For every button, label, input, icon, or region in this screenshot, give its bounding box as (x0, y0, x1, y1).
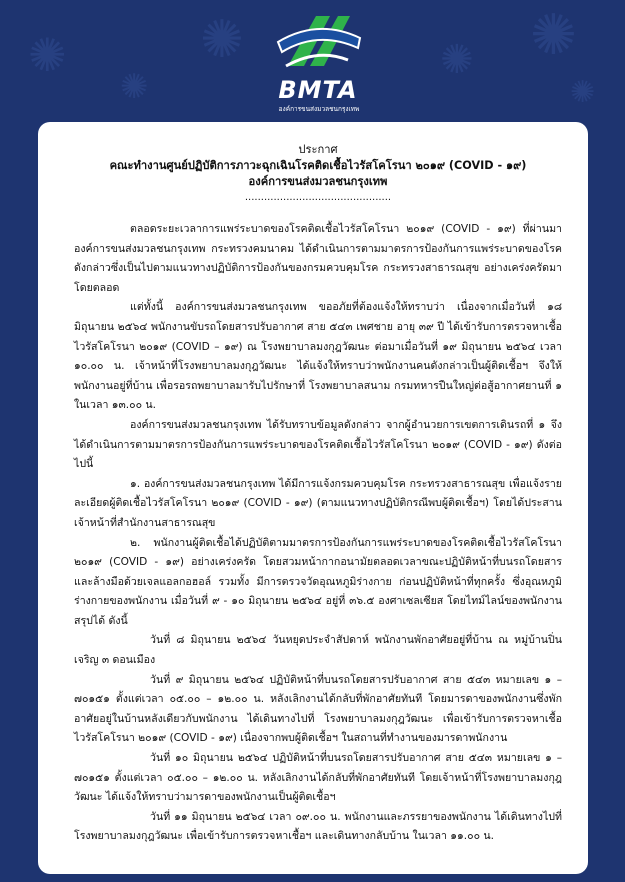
timeline-item: วันที่ ๑๐ มิถุนายน ๒๕๖๔ ปฏิบัติหน้าที่บนรถโดยสารปรับอากาศ สาย ๕๔๓ หมายเลข ๑ – ๗๐๑๕๑ ตั้งแต่เวลา ๐๕.๐๐ – ๑๒.๐๐ น. หลังเลิกงานได้กลับที่พักอาศัยทันที โดยเจ้าหน้าที่โรงพยาบาลมงกุฎวัฒนะ ได้แจ้งให้ทราบว่ามารดาของพนักงานเป็นผู้ติดเชื้อฯ (74, 752, 562, 804)
bmta-logo (268, 8, 368, 112)
title-separator: .............................................. (244, 192, 392, 203)
paragraph: ๒. พนักงานผู้ติดเชื้อได้ปฏิบัติตามมาตรการป้องกันการแพร่ระบาดของโรคติดเชื้อไวรัสโคโรนา ๒๐๑๙ (COVID - ๑๙) อย่างเคร่งครัด โดยสวมหน้ากากอนามัยตลอดเวลาขณะปฏิบัติหน้าที่บนรถโดยสารและล้างมือด้วยเจลแอลกอฮอล์ รวมทั้ง มีการตรวจวัดอุณหภูมิร่างกาย ก่อนปฏิบัติหน้าที่ทุกครั้ง ซึ่งอุณหภูมิร่างกายของพนักงาน เมื่อวันที่ ๙ - ๑๐ มิถุนายน ๒๕๖๔ อยู่ที่ ๓๖.๕ องศาเซลเซียส โดยไทม์ไลน์ของพนักงานสรุปได้ ดังนี้ (74, 536, 562, 627)
bmta-logo-icon (268, 8, 368, 78)
virus-decoration-icon: ✺ (120, 67, 149, 107)
announcement-organization: องค์การขนส่งมวลชนกรุงเทพ (248, 175, 388, 188)
virus-decoration-icon: ✺ (200, 10, 244, 70)
virus-decoration-icon: ✺ (28, 28, 67, 82)
logo-subtext: องค์การขนส่งมวลชนกรุงเทพ (278, 105, 360, 113)
paragraph: แต่ทั้งนี้ องค์การขนส่งมวลชนกรุงเทพ ขออภัยที่ต้องแจ้งให้ทราบว่า เนื่องจากเมื่อวันที่ ๑๘ มิถุนายน ๒๕๖๔ พนักงานขับรถโดยสารปรับอากาศ สาย ๕๔๓ เพศชาย อายุ ๓๙ ปี ได้เข้ารับการตรวจหาเชื้อไวรัสโคโรนา ๒๐๑๙ (COVID – ๑๙) ณ โรงพยาบาลมงกุฎวัฒนะ ต่อมาเมื่อวันที่ ๑๙ มิถุนายน ๒๕๖๔ เวลา ๑๐.๐๐ น. เจ้าหน้าที่โรงพยาบาลมงกุฎวัฒนะ ได้แจ้งให้ทราบว่าพนักงานคนดังกล่าวเป็นผู้ติดเชื้อฯ จึงให้พนักงานอยู่ที่บ้าน เพื่อรอรถพยาบาลมารับไปรักษาที่ โรงพยาบาลสนาม กรมทหารปืนใหญ่ต่อสู้อากาศยานที่ ๑ ในเวลา ๑๓.๐๐ น. (74, 301, 562, 412)
header (0, 0, 625, 118)
logo-text: BMTA (278, 76, 358, 104)
announcement-body (74, 220, 562, 847)
paragraph: องค์การขนส่งมวลชนกรุงเทพ ได้รับทราบข้อมูลดังกล่าว จากผู้อำนวยการเขตการเดินรถที่ ๑ จึงได้ดำเนินการตามมาตรการป้องกันการแพร่ระบาดของโรคติดเชื้อไวรัสโคโรนา ๒๐๑๙ (COVID - ๑๙) ดังต่อไปนี้ (74, 418, 562, 471)
virus-decoration-icon: ✺ (570, 75, 596, 110)
timeline-item: วันที่ ๘ มิถุนายน ๒๕๖๔ วันหยุดประจำสัปดาห์ พนักงานพักอาศัยอยู่ที่บ้าน ณ หมู่บ้านปิ่นเจริญ ๓ ดอนเมือง (74, 634, 562, 667)
paragraph: ตลอดระยะเวลาการแพร่ระบาดของโรคติดเชื้อไวรัสโคโรนา ๒๐๑๙ (COVID - ๑๙) ที่ผ่านมาองค์การขนส่งมวลชนกรุงเทพ กระทรวงคมนาคม ได้ดำเนินการตามมาตรการป้องกันการแพร่ระบาดของโรคดังกล่าวซึ่งเป็นไปตามแนวทางปฏิบัติการป้องกันของกรมควบคุมโรค กระทรวงสาธารณสุข อย่างเคร่งครัดมาโดยตลอด (74, 223, 562, 294)
announcement-title-block (74, 142, 562, 190)
virus-decoration-icon: ✺ (440, 37, 474, 83)
timeline-item: วันที่ ๑๑ มิถุนายน ๒๕๖๔ เวลา ๐๙.๐๐ น. พนักงานและภรรยาของพนักงาน ได้เดินทางไปที่ โรงพยาบาลมงกุฎวัฒนะ เพื่อเข้ารับการตรวจหาเชื้อฯ และเดินทางกลับบ้าน ในเวลา ๑๑.๐๐ น. (74, 810, 562, 843)
paragraph: ๑. องค์การขนส่งมวลชนกรุงเทพ ได้มีการแจ้งกรมควบคุมโรค กระทรวงสาธารณสุข เพื่อแจ้งรายละเอียดผู้ติดเชื้อไวรัสโคโรนา ๒๐๑๙ (COVID - ๑๙) (ตามแนวทางปฏิบัติกรณีพบผู้ติดเชื้อฯ) โดยได้ประสานเจ้าหน้าที่สำนักงานสาธารณสุข (74, 477, 562, 529)
announcement-document (38, 122, 588, 874)
timeline-item: วันที่ ๙ มิถุนายน ๒๕๖๔ ปฏิบัติหน้าที่บนรถโดยสารปรับอากาศ สาย ๕๔๓ หมายเลข ๑ – ๗๐๑๕๑ ตั้งแต่เวลา ๐๕.๐๐ – ๑๒.๐๐ น. หลังเลิกงานได้กลับที่พักอาศัยทันที โดยมารดาของพนักงานซึ่งพักอาศัยอยู่ในบ้านหลังเดียวกับพนักงาน ได้เดินทางไปที่ โรงพยาบาลมงกุฎวัฒนะ เพื่อเข้ารับการตรวจหาเชื้อไวรัสโคโรนา ๒๐๑๙ (COVID - ๑๙) เนื่องจากพบผู้ติดเชื้อฯ ในสถานที่ทำงานของมารดาพนักงาน (74, 673, 562, 745)
announcement-heading: ประกาศ (298, 143, 338, 156)
announcement-subtitle: คณะทำงานศูนย์ปฏิบัติการภาวะฉุกเฉินโรคติดเชื้อไวรัสโคโรนา ๒๐๑๙ (COVID - ๑๙) (109, 159, 527, 172)
virus-decoration-icon: ✺ (530, 3, 577, 68)
